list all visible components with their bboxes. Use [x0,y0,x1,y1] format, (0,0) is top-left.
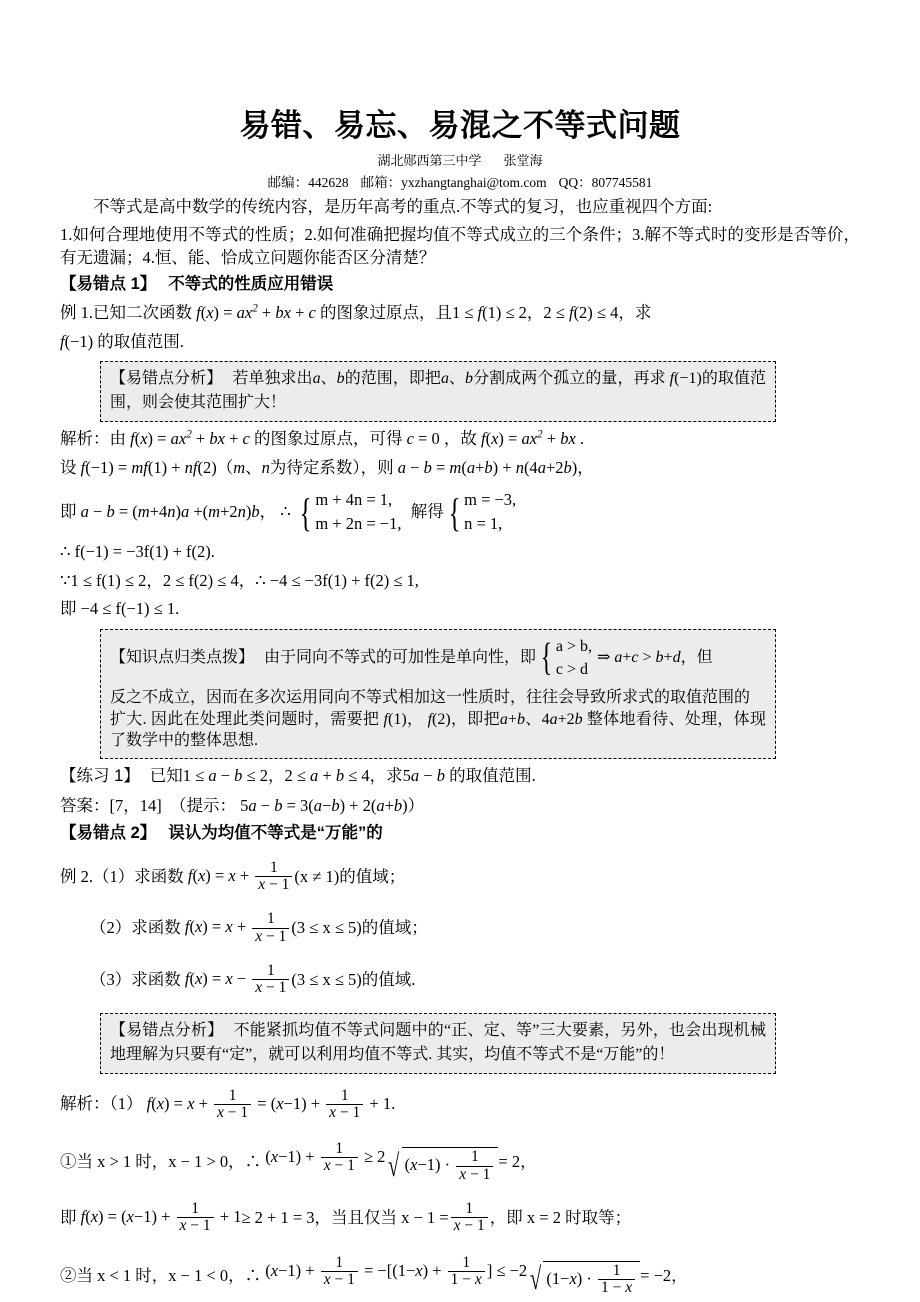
q3-tail: 的值域. [361,969,416,989]
byline-author: 张堂海 [503,152,543,168]
solution-1-label: 解析： [60,429,110,449]
solution-2-case-2: ②当 x < 1 时，x − 1 < 0，∴ (x−1) + $\frac{1}{x - 1}$ = −[(1−x) + $\frac{1}{1 - x}$ ] ≤ −2√ (1−x) · $\frac{1}{1 - x}$ = −2， [60,1253,688,1297]
knowledge-sys-eq-2: c > d [555,661,588,679]
analysis-1-text-b: 、 [320,370,337,388]
q1-prefix: （1）求函数 [93,866,184,886]
solution-1-solve-label: 解得 [410,502,444,522]
analysis-1-text-c: 的范围，即把 [344,370,441,388]
case1-prefix: ①当 x > 1 时，x − 1 > 0，∴ [60,1152,262,1172]
solution-1-l1c: ，故 [443,429,477,449]
practice-1-text-d: 的取值范围. [449,766,536,786]
solution-1-line-2: 设 f(−1) = mf(1) + nf(2)（m、n为待定系数），则 a − b = m(a+b) + n(4a+2b)， [60,457,594,477]
q1-cond: (x ≠ 1) [294,866,340,886]
example-1-tail: ，求 [618,303,652,323]
knowledge-label: 【知识点归类点拨】 [110,649,255,667]
system-1-eq-1: m + 4n = 1, [315,490,393,510]
case1b-prefix: 即 [60,1207,77,1227]
solution-1-line-3: 即 a − b = (m+4n)a +(m+2n)b， ∴ { m + 4n = 1, m + 2n = −1, 解得 { m = −3, n = 1, [60,489,517,535]
analysis-1-text-d: 分割成两个孤立的量，再求 [473,370,666,388]
q2-prefix: （2）求函数 [90,918,181,938]
knowledge-text-1: 由于同向不等式的可加性是单向性，即 [264,649,537,667]
practice-1-text-b: ， [267,766,285,786]
example-2-q1: 例 2.（1）求函数 f(x) = x + $\frac{1}{x - 1}$ (x ≠ 1)的值域； [60,858,406,894]
answer-value: [7，14] [109,795,162,815]
answer-label: 答案： [60,795,110,815]
example-2-q3: （3）求函数 f(x) = x − $\frac{1}{x - 1}$ (3 ≤ x ≤ 5)的值域. [90,962,416,997]
example-2-label: 例 2. [60,866,93,886]
section-1-title: 不等式的性质应用错误 [168,275,334,294]
example-1-statement-cont: f(−1) 的取值范围. [60,331,184,351]
system-1-eq-2: m + 2n = −1, [315,514,402,534]
system-2-eq-1: m = −3, [464,490,517,510]
knowledge-text-8: 整体地看待、处理，体现了数学中的整体思想. [110,710,766,750]
intro-paragraph-2: 1.如何合理地使用不等式的性质；2.如何准确把握均值不等式成立的三个条件；3.解不等式时的变形是否等价，有无遗漏；4.恒、能、恰成立问题你能否区分清楚？ [60,224,860,267]
email-label: 邮箱： [360,174,402,190]
analysis-1-text-a: 若单独求出 [232,370,313,388]
solution-1-line-7: 即 −4 ≤ f(−1) ≤ 1. [60,599,180,619]
solution-1-l2d: 为待定系数），则 [269,457,394,477]
email-value: yxzhangtanghai@tom.com [401,174,547,190]
example-2-q2: （2）求函数 f(x) = x + $\frac{1}{x - 1}$ (3 ≤ x ≤ 5)的值域； [90,910,428,945]
case2-prefix: ②当 x < 1 时，x − 1 < 0，∴ [60,1265,262,1285]
analysis-2-text: 不能紧抓均值不等式问题中的“正、定、等”三大要素，另外，也会出现机械地理解为只要有“定”，就可以利用均值不等式. 其实，均值不等式不是“万能”的！ [110,1021,766,1063]
practice-1-label: 【练习 1】 [60,767,140,786]
page-title: 易错、易忘、易混之不等式问题 [239,108,681,143]
solution-1-l2a: 设 [60,457,77,477]
solution-1-line-1: 解析：由 $f(x) = ax^2$ + bx + c 的图象过原点，可得 c = 0 ，故 $f(x) = ax^2$ + bx . [60,428,585,449]
analysis-label-1: 【易错点分析】 [110,370,223,388]
mistake-analysis-box-1: 【易错点分析】 若单独求出a、b的范围，即把a、b分割成两个孤立的量，再求 f(−1)的取值范围，则会使其范围扩大！ [100,361,776,422]
practice-1-text-c: ，求 [369,766,403,786]
solution-1-l2b: （ [216,457,234,477]
section-2-title: 误认为均值不等式是“万能”的 [168,824,383,843]
hint-open: （提示： [170,795,236,815]
practice-1-answer: 答案：[7，14] （提示： 5a − b = 3(a−b) + 2(a+b)） [60,795,425,815]
solution-1-l3b: ， [259,502,277,522]
postcode-value: 442628 [308,174,349,190]
analysis-label-2: 【易错点分析】 [110,1021,224,1039]
knowledge-point-box: 【知识点归类点拨】 由于同向不等式的可加性是单向性，即 { a > b, c > d ⇒ a+c > b+d，但 反之不成立，因而在多次运用同向不等式相加这一性质时，往往会导致所求式的取值范围的 扩大. 因此在处理此类问题时，需要把 f(1)， f(2)，即把a+b、4a+2b 整体地看待、处理，体现了数学中的整体思想. [100,629,776,759]
solution-2-label: 解析：（1） [60,1094,143,1114]
solution-1-l1b: 的图象过原点，可得 [253,429,403,449]
practice-1-text-a: 已知 [149,766,183,786]
intro-paragraph-1: 不等式是高中数学的传统内容，是历年高考的重点.不等式的复习，也应重视四个方面: [93,197,713,217]
knowledge-sys-eq-1: a > b, [555,637,592,655]
knowledge-system: { a > b, c > d [537,635,592,681]
case2-eq: = −2， [640,1265,688,1285]
solution-1-system-1: { m + 4n = 1, m + 2n = −1, [299,489,402,535]
section-2-heading [60,821,860,846]
solution-1-l1a: 由 [109,429,126,449]
knowledge-text-5: ， [406,710,424,728]
postcode-label: 邮编： [267,174,309,190]
case1-eq: = 2， [498,1152,537,1172]
q2-cond: (3 ≤ x ≤ 5) [291,918,362,938]
solution-1-l2c: 、 [245,457,262,477]
example-1-prefix: 例 1.已知二次函数 [60,303,192,323]
q3-cond: (3 ≤ x ≤ 5) [291,969,362,989]
knowledge-text-3: 反之不成立，因而在多次运用同向不等式相加这一性质时，往往会导致所求式的取值范围的 [110,689,751,707]
byline-school: 湖北郧西第三中学 [377,152,482,168]
knowledge-text-6: ，即把 [450,710,500,728]
analysis-1-text-b2: 、 [448,370,466,388]
solution-2-case-1b: 即 f(x) = (x−1) + $\frac{1}{x - 1}$ + 1≥ 2 + 1 = 3，当且仅当 x − 1 = $\frac{1}{x - 1}$ ，即 x = 2 时取等； [60,1199,632,1235]
mistake-analysis-box-2 [100,1013,776,1074]
case1b-mid: ≥ 2 + 1 = 3，当且仅当 x − 1 = [241,1207,449,1227]
qq-label: QQ： [558,174,592,190]
section-1-label: 【易错点 1】 [60,275,157,294]
example-1-last: 的取值范围. [97,331,184,351]
practice-1-line: 【练习 1】 已知1 ≤ a − b ≤ 2，2 ≤ a + b ≤ 4，求5a − b 的取值范围. [60,766,536,786]
analysis-1-text-e: 的取值范围，则会使其范围扩大！ [110,370,766,412]
knowledge-text-4: 扩大. 因此在处理此类问题时，需要把 [110,710,380,728]
q2-tail: 的值域； [361,918,428,938]
hint-close: ） [407,795,425,815]
solution-1-system-2: { m = −3, n = 1, [448,489,517,535]
solution-2-line-1: 解析：（1） f(x) = x + $\frac{1}{x - 1}$ = (x−1) + $\frac{1}{x - 1}$ + 1. [60,1086,396,1121]
section-2-label: 【易错点 2】 [60,824,157,843]
contact-line [60,174,860,192]
knowledge-text-7: 、 [524,710,542,728]
byline [60,153,860,170]
example-1-mid: 的图象过原点，且 [319,303,452,323]
qq-value: 807745581 [591,174,653,190]
q3-prefix: （3）求函数 [90,969,181,989]
case1b-tail: ，即 x = 2 时取等； [489,1207,632,1227]
solution-1-l3a: 即 [60,502,77,522]
example-1-statement: 例 1.已知二次函数 $f(x) = ax^2$ + bx + c 的图象过原点，且1 ≤ f(1) ≤ 2，2 ≤ f(2) ≤ 4，求 [60,302,652,323]
section-1-heading [60,272,860,297]
solution-2-case-1: ①当 x > 1 时，x − 1 > 0，∴ (x−1) + $\frac{1}{x - 1}$ ≥ 2√ (x−1) · $\frac{1}{x - 1}$ = 2， [60,1140,537,1183]
system-2-eq-2: n = 1, [464,514,503,534]
solution-1-line-5: ∴ f(−1) = −3f(1) + f(2). [60,542,215,562]
solution-1-line-6: ∵1 ≤ f(1) ≤ 2，2 ≤ f(2) ≤ 4，∴ −4 ≤ −3f(1) + f(2) ≤ 1, [60,570,419,590]
knowledge-text-2: ，但 [680,649,713,667]
q1-tail: 的值域； [339,866,406,886]
